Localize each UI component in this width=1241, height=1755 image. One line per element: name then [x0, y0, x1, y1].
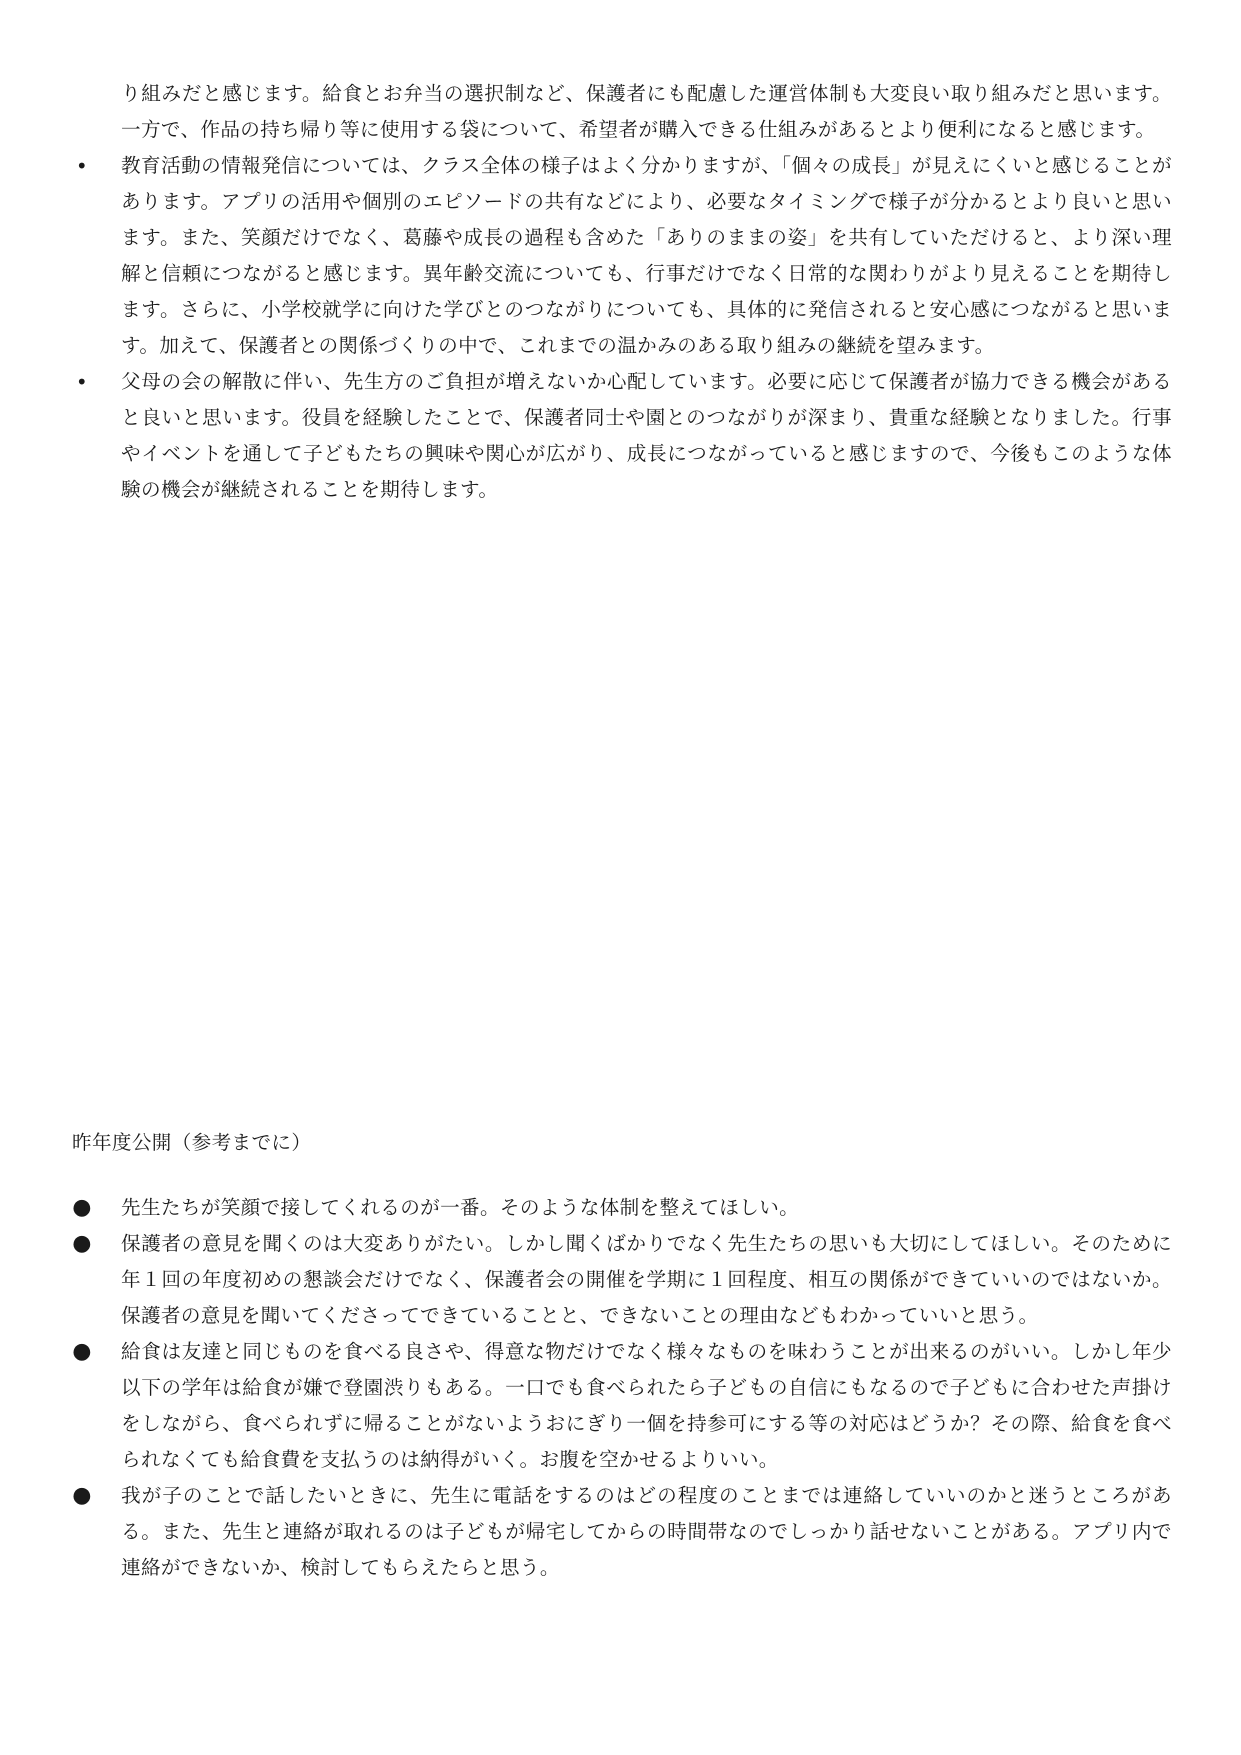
list-item-text: 給食は友達と同じものを食べる良さや、得意な物だけでなく様々なものを味わうことが出来るのがいい。しかし年少以下の学年は給食が嫌で登園渋りもある。一口でも食べられたら子どもの自信にもなるので子どもに合わせた声掛けをしながら、食べられずに帰ることがないようおにぎり一個を持参可にする等の対応はどうか？その際、給食を食べられなくても給食費を支払うのは納得がいく。お腹を空かせるよりいい。: [121, 1340, 1172, 1471]
bullet-dot-icon: •: [75, 370, 89, 394]
section-heading: 昨年度公開（参考までに）: [72, 1131, 312, 1154]
list-item: [72, 1478, 1172, 1586]
list-item-text: 父母の会の解散に伴い、先生方のご負担が増えないか心配しています。必要に応じて保護者が協力できる機会があると良いと思います。役員を経験したことで、保護者同士や園とのつながりが深まり、貴重な経験となりました。行事やイベントを通して子どもたちの興味や関心が広がり、成長につながっていると感じますので、今後もこのような体験の機会が継続されることを期待します。: [121, 370, 1172, 501]
list-item-text: 保護者の意見を聞くのは大変ありがたい。しかし聞くばかりでなく先生たちの思いも大切にしてほしい。そのために年１回の年度初めの懇談会だけでなく、保護者会の開催を学期に１回程度、相互の関係ができていいのではないか。保護者の意見を聞いてくださってできていることと、できないことの理由などもわかっていいと思う。: [121, 1232, 1172, 1327]
list-item: [72, 364, 1172, 508]
bullet-circle-icon: ●: [72, 1195, 92, 1220]
previous-year-section: [72, 1190, 1172, 1586]
list-item: [72, 1226, 1172, 1334]
bullet-circle-icon: ●: [72, 1483, 92, 1508]
list-item-text: 教育活動の情報発信については、クラス全体の様子はよく分かりますが、「個々の成長」が見えにくいと感じることがあります。アプリの活用や個別のエピソードの共有などにより、必要なタイミングで様子が分かるとより良いと思います。また、笑顔だけでなく、葛藤や成長の過程も含めた「ありのままの姿」を共有していただけると、より深い理解と信頼につながると感じます。異年齢交流についても、行事だけでなく日常的な関わりがより見えることを期待します。さらに、小学校就学に向けた学びとのつながりについても、具体的に発信されると安心感につながると思います。加えて、保護者との関係づくりの中で、これまでの温かみのある取り組みの継続を望みます。: [121, 154, 1172, 357]
list-item: [72, 1190, 1172, 1226]
list-item-text: 我が子のことで話したいときに、先生に電話をするのはどの程度のことまでは連絡していいのかと迷うところがある。また、先生と連絡が取れるのは子どもが帰宅してからの時間帯なのでしっかり話せないことがある。アプリ内で連絡ができないか、検討してもらえたらと思う。: [121, 1484, 1172, 1579]
bullet-dot-icon: •: [75, 154, 89, 178]
bullet-circle-icon: ●: [72, 1231, 92, 1256]
continued-paragraph-text: り組みだと感じます。給食とお弁当の選択制など、保護者にも配慮した運営体制も大変良い取り組みだと思います。一方で、作品の持ち帰り等に使用する袋について、希望者が購入できる仕組みがあるとより便利になると感じます。: [121, 82, 1172, 141]
current-feedback-section: [72, 76, 1172, 508]
bullet-circle-icon: ●: [72, 1339, 92, 1364]
continued-paragraph: [72, 76, 1172, 148]
list-item-text: 先生たちが笑顔で接してくれるのが一番。そのような体制を整えてほしい。: [121, 1196, 800, 1219]
list-item: [72, 148, 1172, 364]
list-item: [72, 1334, 1172, 1478]
